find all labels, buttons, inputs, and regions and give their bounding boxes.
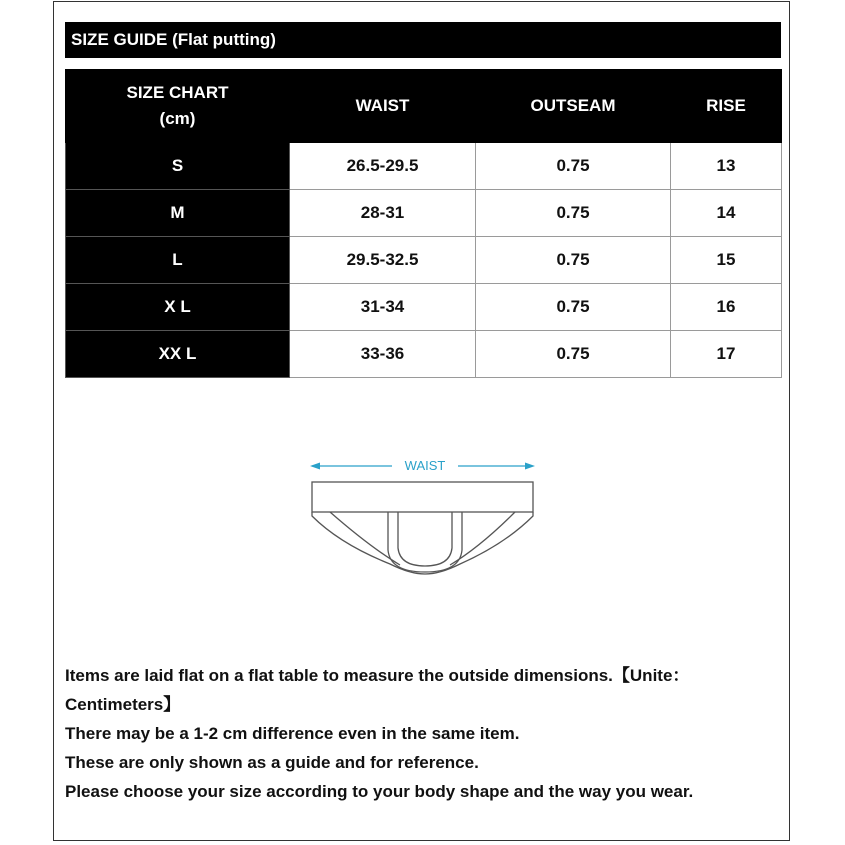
header-outseam: OUTSEAM [476, 70, 671, 143]
size-label: L [66, 237, 290, 284]
rise-value: 16 [671, 284, 782, 331]
rise-value: 14 [671, 190, 782, 237]
outseam-value: 0.75 [476, 331, 671, 378]
waist-value: 33-36 [290, 331, 476, 378]
garment-diagram [300, 452, 550, 582]
size-label: X L [66, 284, 290, 331]
rise-value: 13 [671, 143, 782, 190]
size-label: S [66, 143, 290, 190]
rise-value: 15 [671, 237, 782, 284]
measurement-notes [65, 661, 781, 806]
waist-diagram-label: WAIST [404, 458, 446, 473]
waist-value: 28-31 [290, 190, 476, 237]
waist-measure-arrow [310, 458, 535, 473]
header-size-chart: SIZE CHART (cm) [66, 70, 290, 143]
outseam-value: 0.75 [476, 190, 671, 237]
size-chart-table [65, 69, 782, 378]
size-label: XX L [66, 331, 290, 378]
table-row [66, 190, 782, 237]
note-line: These are only shown as a guide and for reference. [65, 753, 479, 772]
waist-value: 29.5-32.5 [290, 237, 476, 284]
note-line: Items are laid flat on a flat table to measure the outside dimensions.【Unite：Centimeters】 [65, 666, 690, 714]
size-label: M [66, 190, 290, 237]
briefs-outline-icon [312, 482, 533, 574]
waist-value: 31-34 [290, 284, 476, 331]
waist-value: 26.5-29.5 [290, 143, 476, 190]
note-line: There may be a 1-2 cm difference even in the same item. [65, 724, 520, 743]
table-row [66, 237, 782, 284]
table-row [66, 143, 782, 190]
table-header-row [66, 70, 782, 143]
header-waist: WAIST [290, 70, 476, 143]
rise-value: 17 [671, 331, 782, 378]
header-rise: RISE [671, 70, 782, 143]
outseam-value: 0.75 [476, 143, 671, 190]
table-row [66, 331, 782, 378]
outseam-value: 0.75 [476, 284, 671, 331]
outseam-value: 0.75 [476, 237, 671, 284]
size-guide-title: SIZE GUIDE (Flat putting) [65, 22, 781, 58]
table-row [66, 284, 782, 331]
note-line: Please choose your size according to your body shape and the way you wear. [65, 782, 694, 801]
